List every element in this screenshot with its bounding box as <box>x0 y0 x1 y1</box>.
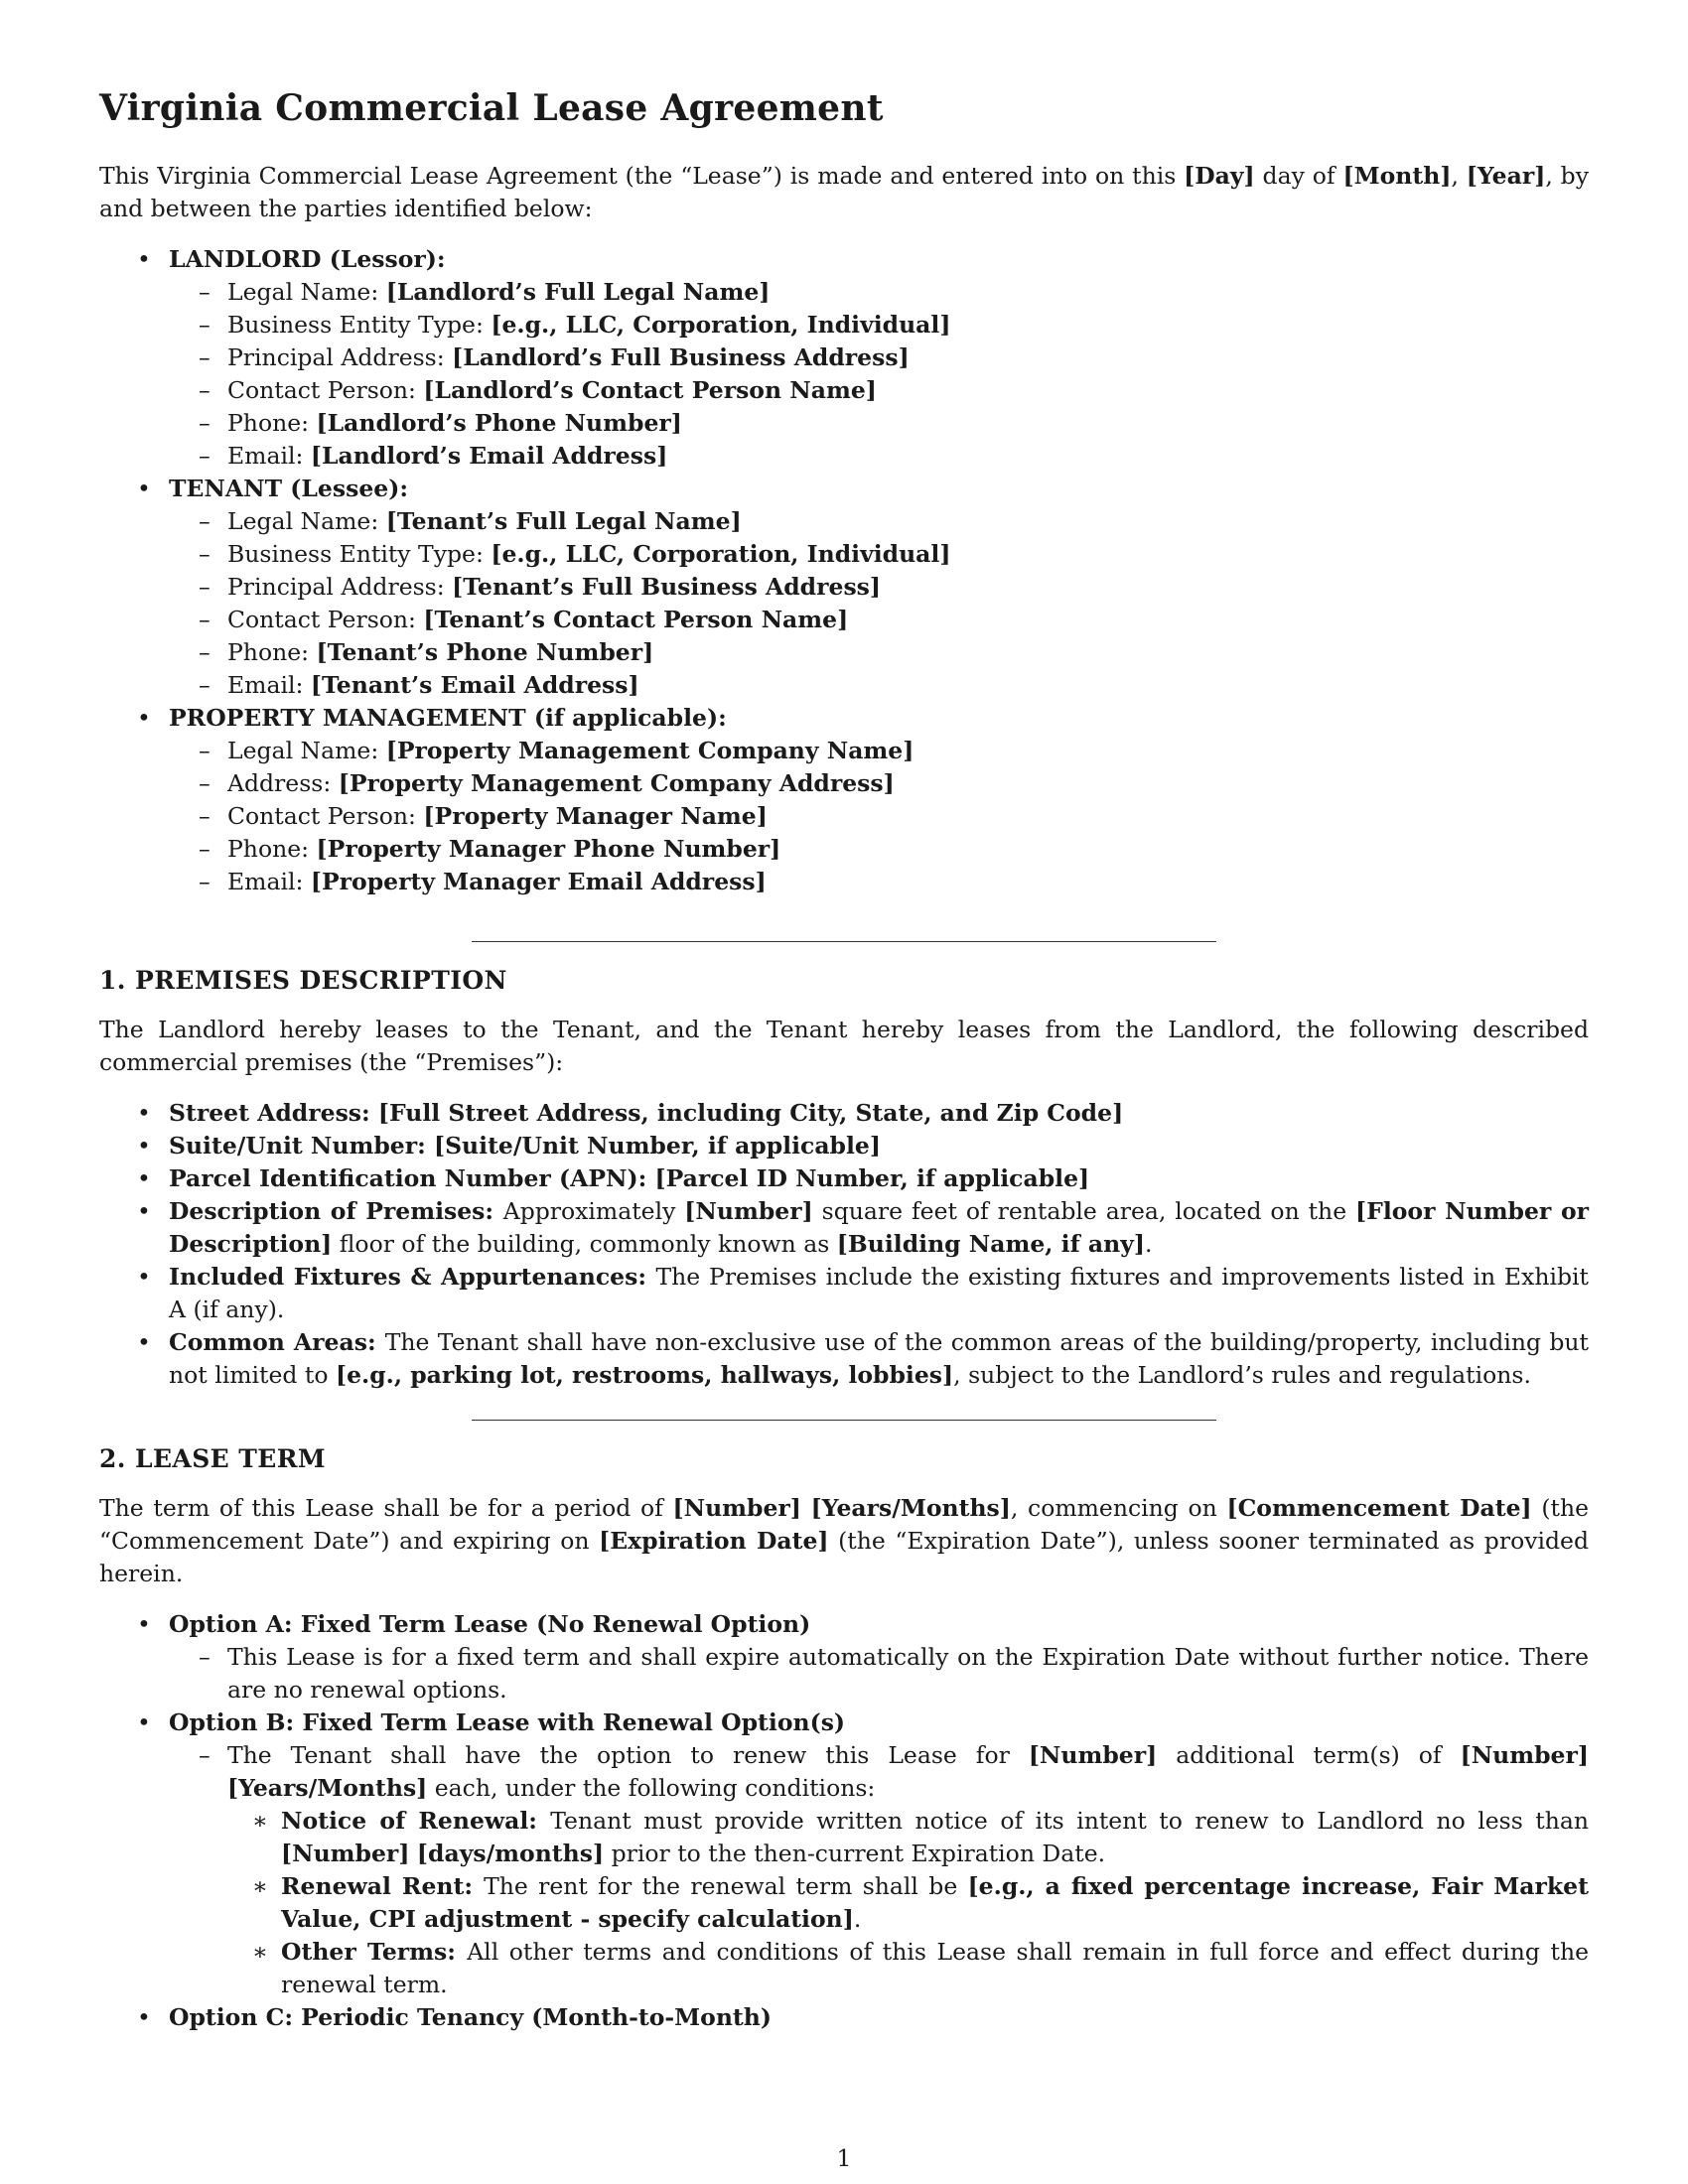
party-field: – Legal Name: [Landlord’s Full Legal Name] <box>99 276 1589 309</box>
parties-list <box>99 243 1589 898</box>
list-item: – The Tenant shall have the option to renew this Lease for [Number] additional term(s) of [Number] [Years/Months] each, under the following conditions: ∗ Notice of Renewal: Tenant must provide written notice of its intent to renew to Landlord no less than [Number] [days/months] prior to the then-current Expiration Date. ∗ Renewal Rent: The rent for the renewal term shall be [e.g., a fixed percentage increase, Fair Market Value, CPI adjustment - specify calculation]. ∗ Other Terms: All other terms and conditions of this Lease shall remain in full force and effect during the renewal term. <box>99 1739 1589 2001</box>
party-property-management: • PROPERTY MANAGEMENT (if applicable): – Legal Name: [Property Management Company Name] – Address: [Property Management Company Address] – Contact Person: [Property Manager Name] – Phone: [Property Manager Phone Number] – Email: [Property Manager Email Address] <box>99 702 1589 898</box>
party-landlord: • LANDLORD (Lessor): – Legal Name: [Landlord’s Full Legal Name] – Business Entity Type: [e.g., LLC, Corporation, Individual] – Principal Address: [Landlord’s Full Business Address] – Contact Person: [Landlord’s Contact Person Name] – Phone: [Landlord’s Phone Number] – Email: [Landlord’s Email Address] <box>99 243 1589 473</box>
party-field: – Legal Name: [Property Management Company Name] <box>99 735 1589 767</box>
party-field: – Contact Person: [Tenant’s Contact Person Name] <box>99 604 1589 636</box>
party-field: – Contact Person: [Property Manager Name] <box>99 800 1589 833</box>
party-field: – Email: [Tenant’s Email Address] <box>99 669 1589 702</box>
list-item: • Street Address: [Full Street Address, including City, State, and Zip Code] <box>99 1097 1589 1130</box>
document-page <box>99 87 1589 2034</box>
party-field: – Phone: [Tenant’s Phone Number] <box>99 636 1589 669</box>
section-2-paragraph: The term of this Lease shall be for a period of [Number] [Years/Months], commencing on [Commencement Date] (the “Commencement Date”) and expiring on [Expiration Date] (the “Expiration Date”), unless sooner terminated as provided herein. <box>99 1494 1589 1588</box>
list-item: • Parcel Identification Number (APN): [Parcel ID Number, if applicable] <box>99 1162 1589 1195</box>
list-item: ∗ Renewal Rent: The rent for the renewal term shall be [e.g., a fixed percentage increase, Fair Market Value, CPI adjustment - specify calculation]. <box>99 1870 1589 1936</box>
party-field: – Principal Address: [Tenant’s Full Business Address] <box>99 571 1589 604</box>
option-c: • Option C: Periodic Tenancy (Month-to-Month) <box>99 2001 1589 2034</box>
lease-term-options <box>99 1608 1589 2034</box>
section-2-heading: 2. LEASE TERM <box>99 1444 326 1474</box>
list-item: • Description of Premises: Approximately [Number] square feet of rentable area, located on the [Floor Number or Description] floor of the building, commonly known as [Building Name, if any]. <box>99 1195 1589 1261</box>
party-field: – Email: [Property Manager Email Address] <box>99 866 1589 898</box>
list-item: • Included Fixtures & Appurtenances: The Premises include the existing fixtures and improvements listed in Exhibit A (if any). <box>99 1261 1589 1326</box>
party-field: – Phone: [Landlord’s Phone Number] <box>99 407 1589 440</box>
party-field: – Contact Person: [Landlord’s Contact Person Name] <box>99 374 1589 407</box>
option-b: • Option B: Fixed Term Lease with Renewal Option(s) – The Tenant shall have the option to renew this Lease for [Number] additional term(s) of [Number] [Years/Months] each, under the following conditions: ∗ Notice of Renewal: Tenant must provide written notice of its intent to renew to Landlord no less than [Number] [days/months] prior to the then-current Expiration Date. ∗ Renewal Rent: The rent for the renewal term shall be [e.g., a fixed percentage increase, Fair Market Value, CPI adjustment - specify calculation]. ∗ Other Terms: All other terms and conditions of this Lease shall remain in full force and effect during the renewal term. <box>99 1706 1589 2001</box>
intro-paragraph: This Virginia Commercial Lease Agreement (the “Lease”) is made and entered into on this [Day] day of [Month], [Year], by and between the parties identified below: <box>99 162 1589 223</box>
party-field: – Legal Name: [Tenant’s Full Legal Name] <box>99 505 1589 538</box>
party-field: – Email: [Landlord’s Email Address] <box>99 440 1589 473</box>
party-field: – Business Entity Type: [e.g., LLC, Corporation, Individual] <box>99 309 1589 341</box>
list-item: ∗ Other Terms: All other terms and conditions of this Lease shall remain in full force and effect during the renewal term. <box>99 1936 1589 2001</box>
section-1-intro: The Landlord hereby leases to the Tenant, and the Tenant hereby leases from the Landlord, the following described commercial premises (the “Premises”): <box>99 1016 1589 1077</box>
list-item: • Common Areas: The Tenant shall have non-exclusive use of the common areas of the building/property, including but not limited to [e.g., parking lot, restrooms, hallways, lobbies], subject to the Landlord’s rules and regulations. <box>99 1326 1589 1392</box>
party-tenant: • TENANT (Lessee): – Legal Name: [Tenant’s Full Legal Name] – Business Entity Type: [e.g., LLC, Corporation, Individual] – Principal Address: [Tenant’s Full Business Address] – Contact Person: [Tenant’s Contact Person Name] – Phone: [Tenant’s Phone Number] – Email: [Tenant’s Email Address] <box>99 473 1589 702</box>
page-number: 1 <box>836 2144 852 2172</box>
section-1-heading: 1. PREMISES DESCRIPTION <box>99 966 507 996</box>
party-field: – Address: [Property Management Company Address] <box>99 767 1589 800</box>
option-a: • Option A: Fixed Term Lease (No Renewal Option) – This Lease is for a fixed term and shall expire automatically on the Expiration Date without further notice. There are no renewal options. <box>99 1608 1589 1706</box>
party-field: – Principal Address: [Landlord’s Full Business Address] <box>99 341 1589 374</box>
list-item: • Suite/Unit Number: [Suite/Unit Number, if applicable] <box>99 1130 1589 1162</box>
party-field: – Phone: [Property Manager Phone Number] <box>99 833 1589 866</box>
document-title: Virginia Commercial Lease Agreement <box>99 87 884 129</box>
list-item: ∗ Notice of Renewal: Tenant must provide written notice of its intent to renew to Landlord no less than [Number] [days/months] prior to the then-current Expiration Date. <box>99 1805 1589 1870</box>
list-item: – This Lease is for a fixed term and shall expire automatically on the Expiration Date without further notice. There are no renewal options. <box>99 1641 1589 1706</box>
party-field: – Business Entity Type: [e.g., LLC, Corporation, Individual] <box>99 538 1589 571</box>
premises-list <box>99 1097 1589 1392</box>
